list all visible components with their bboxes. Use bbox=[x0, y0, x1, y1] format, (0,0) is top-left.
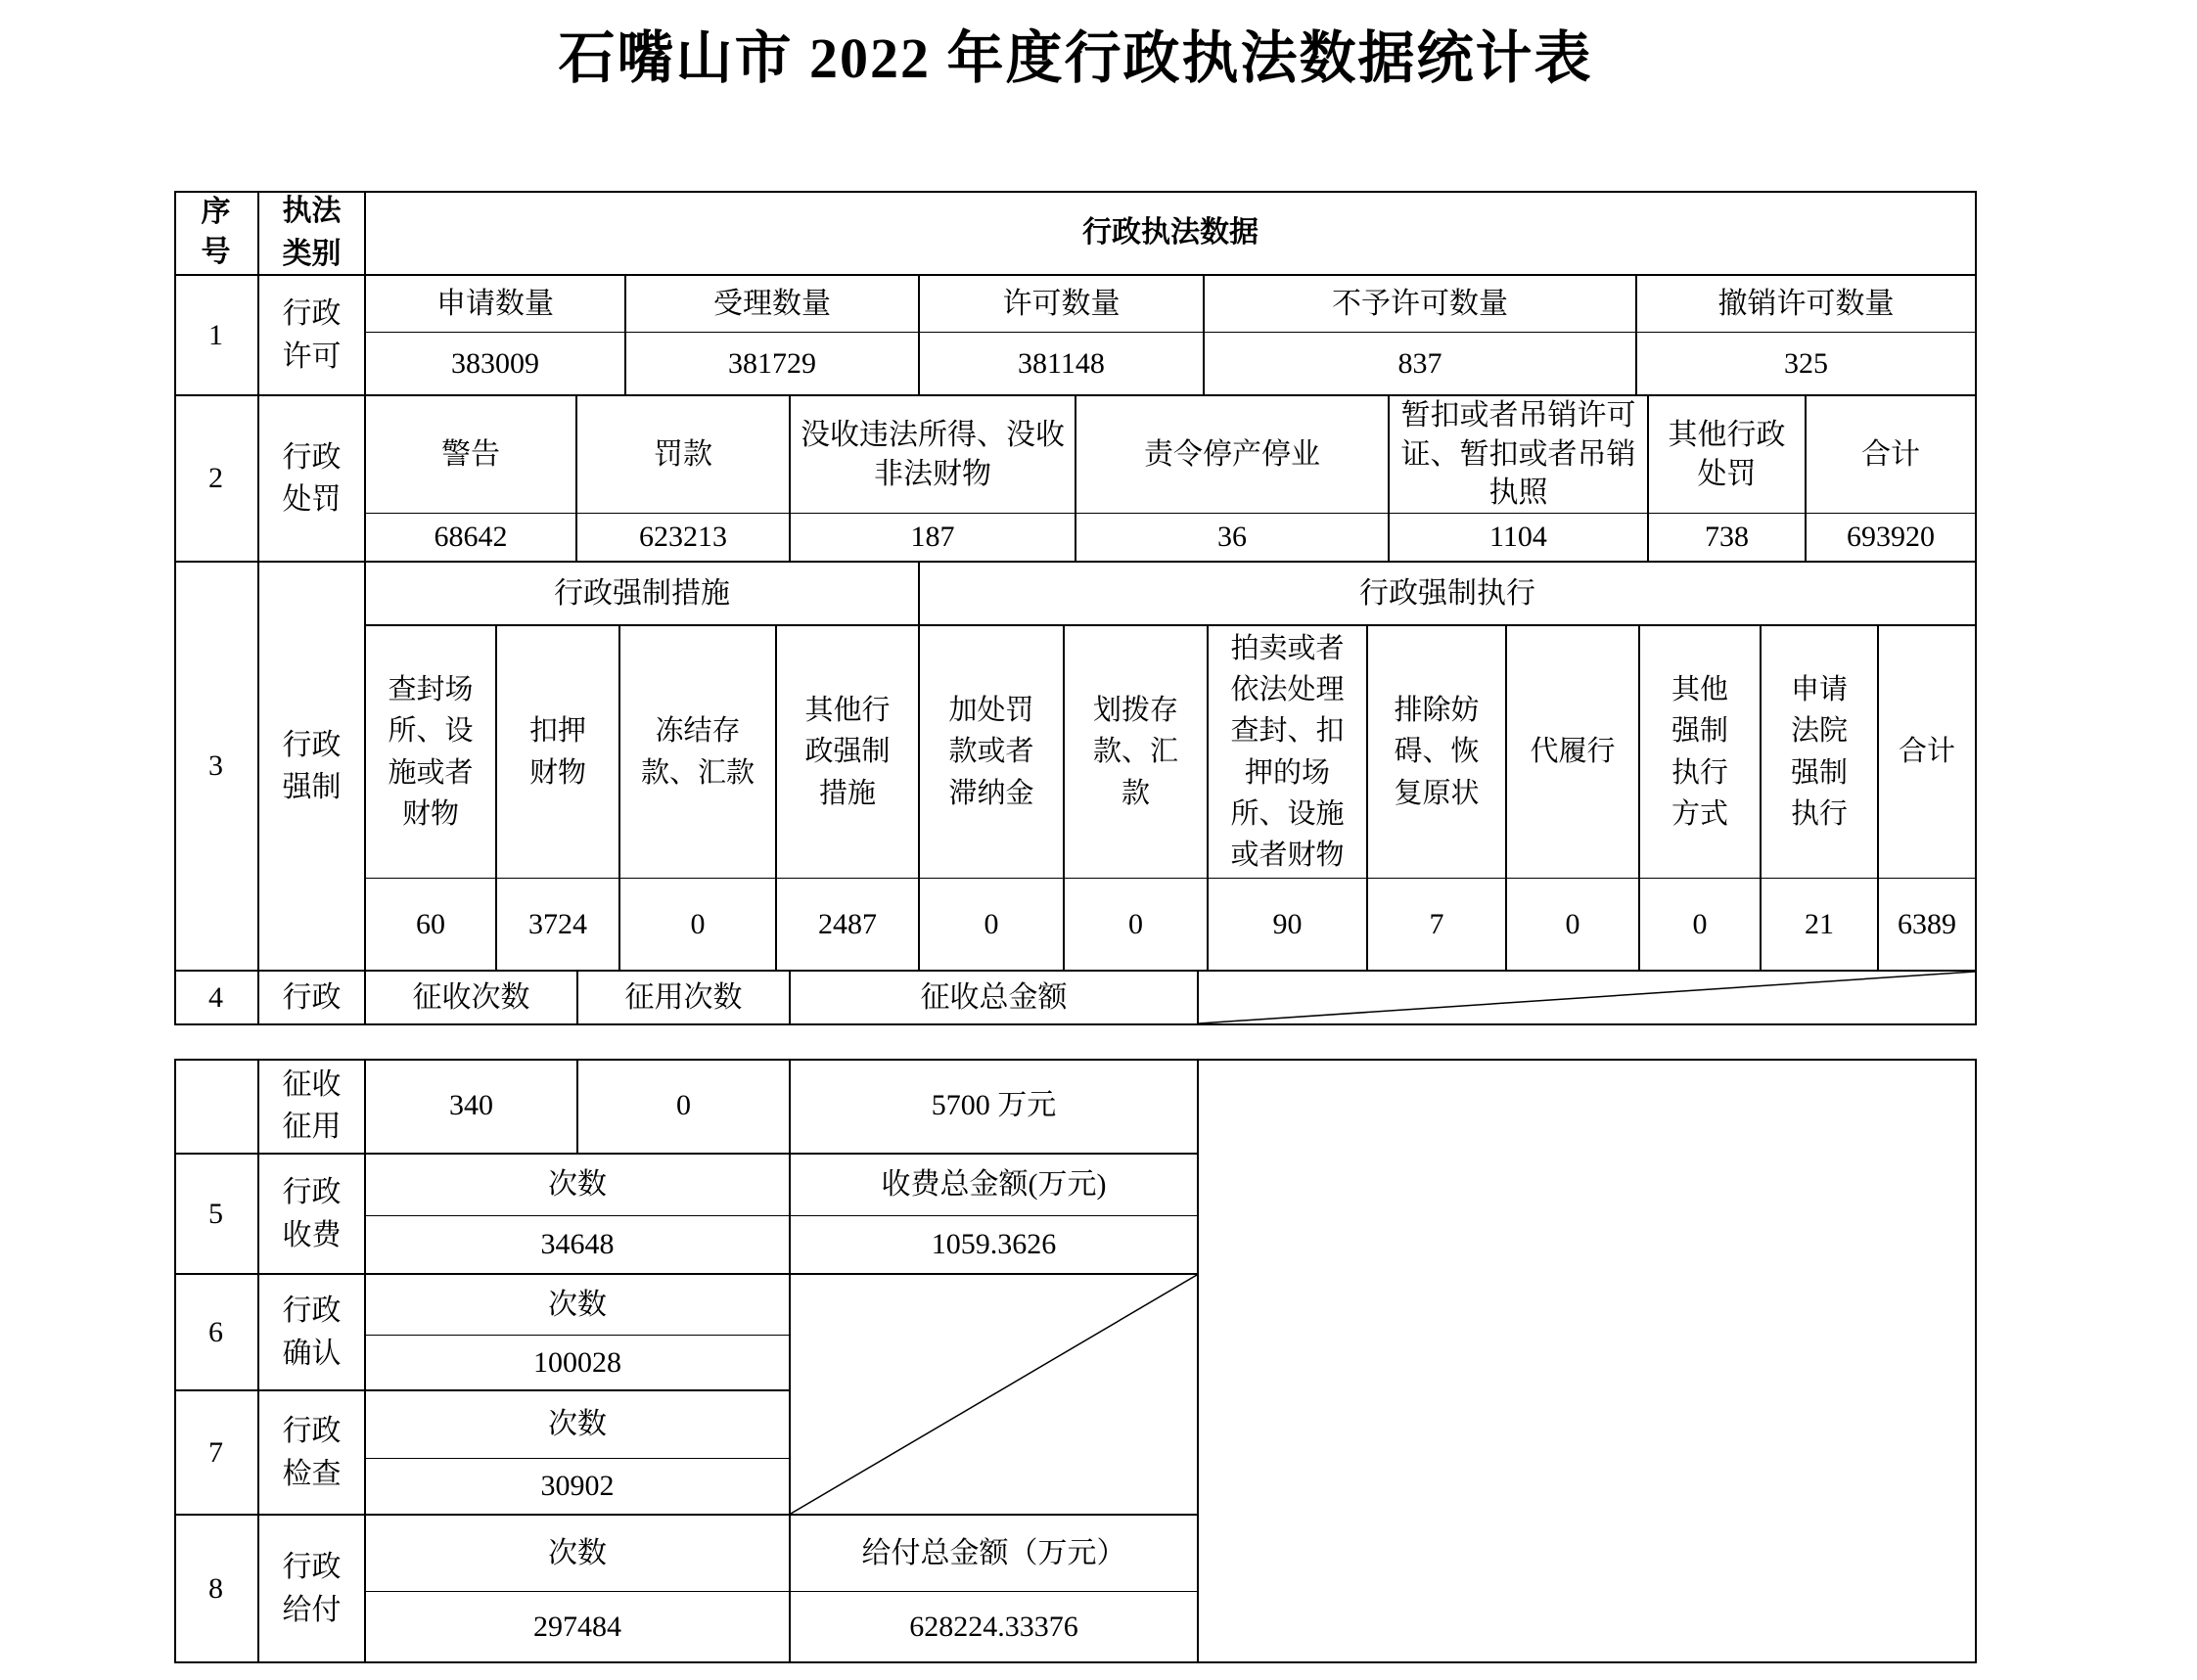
diagonal-line bbox=[791, 1275, 1197, 1514]
row3-col-label: 合计 bbox=[1879, 626, 1977, 879]
row3-group-measures: 行政强制措施 bbox=[366, 563, 920, 626]
row3-col-value: 2487 bbox=[777, 879, 920, 972]
row1-col-label: 不予许可数量 bbox=[1205, 276, 1637, 333]
row3-col-value: 0 bbox=[620, 879, 777, 972]
row2-serial: 2 bbox=[174, 396, 259, 563]
row2-col-label: 罚款 bbox=[577, 396, 791, 514]
row1-col-label: 许可数量 bbox=[920, 276, 1205, 333]
row2-col-value: 693920 bbox=[1807, 514, 1977, 563]
row8-col-value: 297484 bbox=[366, 1592, 791, 1663]
row3-col-label: 排除妨碍、恢复原状 bbox=[1368, 626, 1507, 879]
row7-serial: 7 bbox=[174, 1391, 259, 1516]
row2-col-value: 738 bbox=[1649, 514, 1807, 563]
page-title: 石嘴山市 2022 年度行政执法数据统计表 bbox=[558, 26, 1593, 90]
row2-col-value: 187 bbox=[791, 514, 1076, 563]
row3-serial: 3 bbox=[174, 563, 259, 972]
row2-col-label: 警告 bbox=[366, 396, 577, 514]
row4-col-label: 征收次数 bbox=[366, 972, 578, 1025]
row7-col-value: 30902 bbox=[366, 1459, 791, 1516]
row6-col-label: 次数 bbox=[366, 1275, 791, 1336]
row2-col-value: 36 bbox=[1076, 514, 1390, 563]
row8-category: 行政给付 bbox=[259, 1516, 366, 1663]
row1-col-value: 381148 bbox=[920, 333, 1205, 396]
row1-col-label: 受理数量 bbox=[626, 276, 920, 333]
row6-category: 行政确认 bbox=[259, 1275, 366, 1391]
row4b-col-value: 340 bbox=[366, 1059, 578, 1155]
row1-col-label: 申请数量 bbox=[366, 276, 626, 333]
row4b-category: 征收征用 bbox=[259, 1059, 366, 1155]
row5-serial: 5 bbox=[174, 1155, 259, 1275]
row3-col-value: 7 bbox=[1368, 879, 1507, 972]
row2-col-label: 没收违法所得、没收非法财物 bbox=[791, 396, 1076, 514]
row2-col-value: 1104 bbox=[1390, 514, 1649, 563]
row4-serial: 4 bbox=[174, 972, 259, 1025]
row3-col-label: 申请法院强制执行 bbox=[1762, 626, 1879, 879]
row4b-serial-empty bbox=[174, 1059, 259, 1155]
row8-col-label: 给付总金额（万元） bbox=[791, 1516, 1199, 1592]
row6-7-diagonal-cell bbox=[791, 1275, 1199, 1516]
row3-category: 行政强制 bbox=[259, 563, 366, 972]
row3-col-value: 90 bbox=[1209, 879, 1368, 972]
row5-col-value: 1059.3626 bbox=[791, 1216, 1199, 1275]
row6-serial: 6 bbox=[174, 1275, 259, 1391]
row4-col-label: 征用次数 bbox=[578, 972, 791, 1025]
row3-col-label: 划拨存款、汇款 bbox=[1065, 626, 1209, 879]
row4b-col-value: 0 bbox=[578, 1059, 791, 1155]
row8-serial: 8 bbox=[174, 1516, 259, 1663]
header-serial: 序号 bbox=[174, 191, 259, 276]
row7-col-label: 次数 bbox=[366, 1391, 791, 1459]
row2-col-label: 合计 bbox=[1807, 396, 1977, 514]
row2-col-value: 68642 bbox=[366, 514, 577, 563]
row3-col-label: 加处罚款或者滞纳金 bbox=[920, 626, 1065, 879]
row3-col-value: 0 bbox=[1640, 879, 1762, 972]
row3-col-label: 其他行政强制措施 bbox=[777, 626, 920, 879]
row2-category: 行政处罚 bbox=[259, 396, 366, 563]
row2-col-value: 623213 bbox=[577, 514, 791, 563]
row1-col-label: 撤销许可数量 bbox=[1637, 276, 1977, 333]
row3-col-value: 21 bbox=[1762, 879, 1879, 972]
row3-col-value: 3724 bbox=[497, 879, 620, 972]
row3-col-label: 其他强制执行方式 bbox=[1640, 626, 1762, 879]
row6-col-value: 100028 bbox=[366, 1336, 791, 1391]
row3-col-value: 60 bbox=[366, 879, 497, 972]
header-category: 执法类别 bbox=[259, 191, 366, 276]
row5-col-label: 次数 bbox=[366, 1155, 791, 1216]
row5-category: 行政收费 bbox=[259, 1155, 366, 1275]
table2-empty-cell bbox=[1199, 1059, 1977, 1663]
row4-category: 行政 bbox=[259, 972, 366, 1025]
diagonal-line bbox=[1199, 972, 1975, 1023]
row3-col-label: 拍卖或者依法处理查封、扣押的场所、设施或者财物 bbox=[1209, 626, 1368, 879]
row8-col-label: 次数 bbox=[366, 1516, 791, 1592]
row3-col-value: 0 bbox=[1065, 879, 1209, 972]
row2-col-label: 其他行政处罚 bbox=[1649, 396, 1807, 514]
row3-col-value: 6389 bbox=[1879, 879, 1977, 972]
row3-col-label: 冻结存款、汇款 bbox=[620, 626, 777, 879]
row8-col-value: 628224.33376 bbox=[791, 1592, 1199, 1663]
row1-serial: 1 bbox=[174, 276, 259, 396]
row3-group-enforcement: 行政强制执行 bbox=[920, 563, 1977, 626]
row3-col-value: 0 bbox=[1507, 879, 1640, 972]
header-data: 行政执法数据 bbox=[366, 191, 1977, 276]
row3-col-label: 查封场所、设施或者财物 bbox=[366, 626, 497, 879]
row4-col-label: 征收总金额 bbox=[791, 972, 1199, 1025]
row4b-col-value: 5700 万元 bbox=[791, 1059, 1199, 1155]
row3-col-label: 扣押财物 bbox=[497, 626, 620, 879]
row2-col-label: 暂扣或者吊销许可证、暂扣或者吊销执照 bbox=[1390, 396, 1649, 514]
row1-col-value: 381729 bbox=[626, 333, 920, 396]
row7-category: 行政检查 bbox=[259, 1391, 366, 1516]
row4-diagonal-cell bbox=[1199, 972, 1977, 1025]
row3-col-label: 代履行 bbox=[1507, 626, 1640, 879]
row2-col-label: 责令停产停业 bbox=[1076, 396, 1390, 514]
row1-col-value: 325 bbox=[1637, 333, 1977, 396]
row1-col-value: 837 bbox=[1205, 333, 1637, 396]
row5-col-label: 收费总金额(万元) bbox=[791, 1155, 1199, 1216]
row1-col-value: 383009 bbox=[366, 333, 626, 396]
row3-col-value: 0 bbox=[920, 879, 1065, 972]
row5-col-value: 34648 bbox=[366, 1216, 791, 1275]
row1-category: 行政许可 bbox=[259, 276, 366, 396]
